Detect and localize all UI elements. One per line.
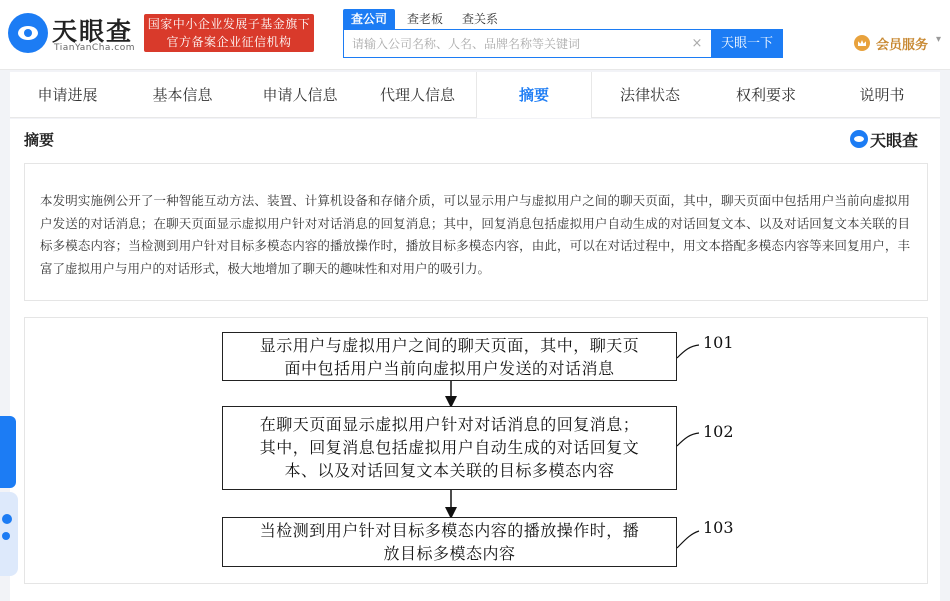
side-widget-icon [2, 514, 12, 524]
flow-step-line: 在聊天页面显示虚拟用户针对对话消息的回复消息； [259, 415, 640, 434]
site-logo[interactable] [8, 12, 136, 54]
tab-claims[interactable]: 权利要求 [735, 86, 796, 104]
section-title: 摘要 [24, 131, 55, 149]
tianyancha-watermark [850, 128, 940, 150]
search-button[interactable]: 天眼一下 [711, 29, 783, 58]
badge-line-2: 官方备案企业征信机构 [166, 35, 292, 49]
crown-icon [854, 35, 870, 51]
flow-step-102 [222, 406, 677, 490]
tab-applicant-info[interactable]: 申请人信息 [262, 86, 338, 104]
flow-step-label-102: 102 [703, 422, 734, 441]
vip-service-label: 会员服务 [876, 38, 929, 53]
side-widget-icon [2, 532, 10, 540]
tab-application-progress[interactable]: 申请进展 [37, 86, 98, 104]
label-leader-103 [677, 531, 699, 548]
search-tab-company[interactable]: 查公司 [343, 9, 395, 29]
flow-step-line: 其中，回复消息包括虚拟用户自动生成的对话回复文 [259, 438, 640, 457]
chevron-down-icon: ▾ [936, 34, 942, 45]
abstract-text: 本发明实施例公开了一种智能互动方法、装置、计算机设备和存储介质，可以显示用户与虚拟用户之间的聊天页面，其中，聊天页面中包括用户当前向虚拟用户发送的对话消息；在聊天页面显示虚拟用户针对对话消息的回复消息；其中，回复消息包括虚拟用户自动生成的对话回复文本、以及对话回复文本关联的目标多模态内容；当检测到用户针对目标多模态内容的播放操作时，播放目标多模态内容，由此，可以在对话过程中，用文本搭配多模态内容等来回复用户，丰富了虚拟用户与用户的对话形式，极大地增加了聊天的趣味性和对用户的吸引力。 [40, 193, 910, 276]
clear-icon[interactable]: × [691, 36, 703, 51]
abstract-box [24, 163, 928, 301]
tab-agent-info[interactable]: 代理人信息 [379, 86, 455, 104]
abstract-figure [24, 317, 928, 584]
logo-subtext: TianYanCha.com [54, 43, 136, 53]
flow-step-line: 显示用户与虚拟用户之间的聊天页面，其中，聊天页 [259, 336, 640, 355]
flow-step-103 [222, 517, 677, 567]
flow-step-101 [222, 332, 677, 381]
label-leader-102 [677, 433, 699, 446]
official-badge[interactable] [144, 14, 314, 52]
flow-step-line: 当检测到用户针对目标多模态内容的播放操作时，播 [259, 521, 640, 540]
logo-text: 天眼查 [52, 17, 134, 46]
patent-nav-tabs [10, 72, 940, 118]
flow-step-label-103: 103 [703, 518, 734, 537]
search-tab-boss[interactable]: 查老板 [407, 12, 444, 26]
side-widget-top[interactable] [0, 416, 16, 488]
flow-step-line: 本、以及对话回复文本关联的目标多模态内容 [284, 461, 615, 480]
logo-eye-icon [8, 13, 48, 53]
search-tab-relation[interactable]: 查关系 [462, 12, 499, 26]
site-header [0, 0, 950, 70]
flow-step-label-101: 101 [703, 333, 734, 352]
floating-side-widget[interactable] [0, 416, 16, 576]
label-leader-101 [677, 345, 699, 358]
watermark-text: 天眼查 [870, 131, 919, 150]
tab-legal-status[interactable]: 法律状态 [619, 86, 680, 104]
flow-step-line: 放目标多模态内容 [383, 544, 516, 563]
search-box [343, 29, 711, 58]
flow-step-line: 面中包括用户当前向虚拟用户发送的对话消息 [284, 359, 615, 378]
abstract-panel [10, 119, 940, 601]
tab-description[interactable]: 说明书 [859, 86, 905, 104]
tab-abstract[interactable]: 摘要 [476, 72, 592, 118]
badge-line-1: 国家中小企业发展子基金旗下 [147, 17, 311, 31]
search-input[interactable] [352, 34, 682, 54]
logo-eye-icon [850, 130, 868, 148]
tab-basic-info[interactable]: 基本信息 [152, 86, 213, 104]
